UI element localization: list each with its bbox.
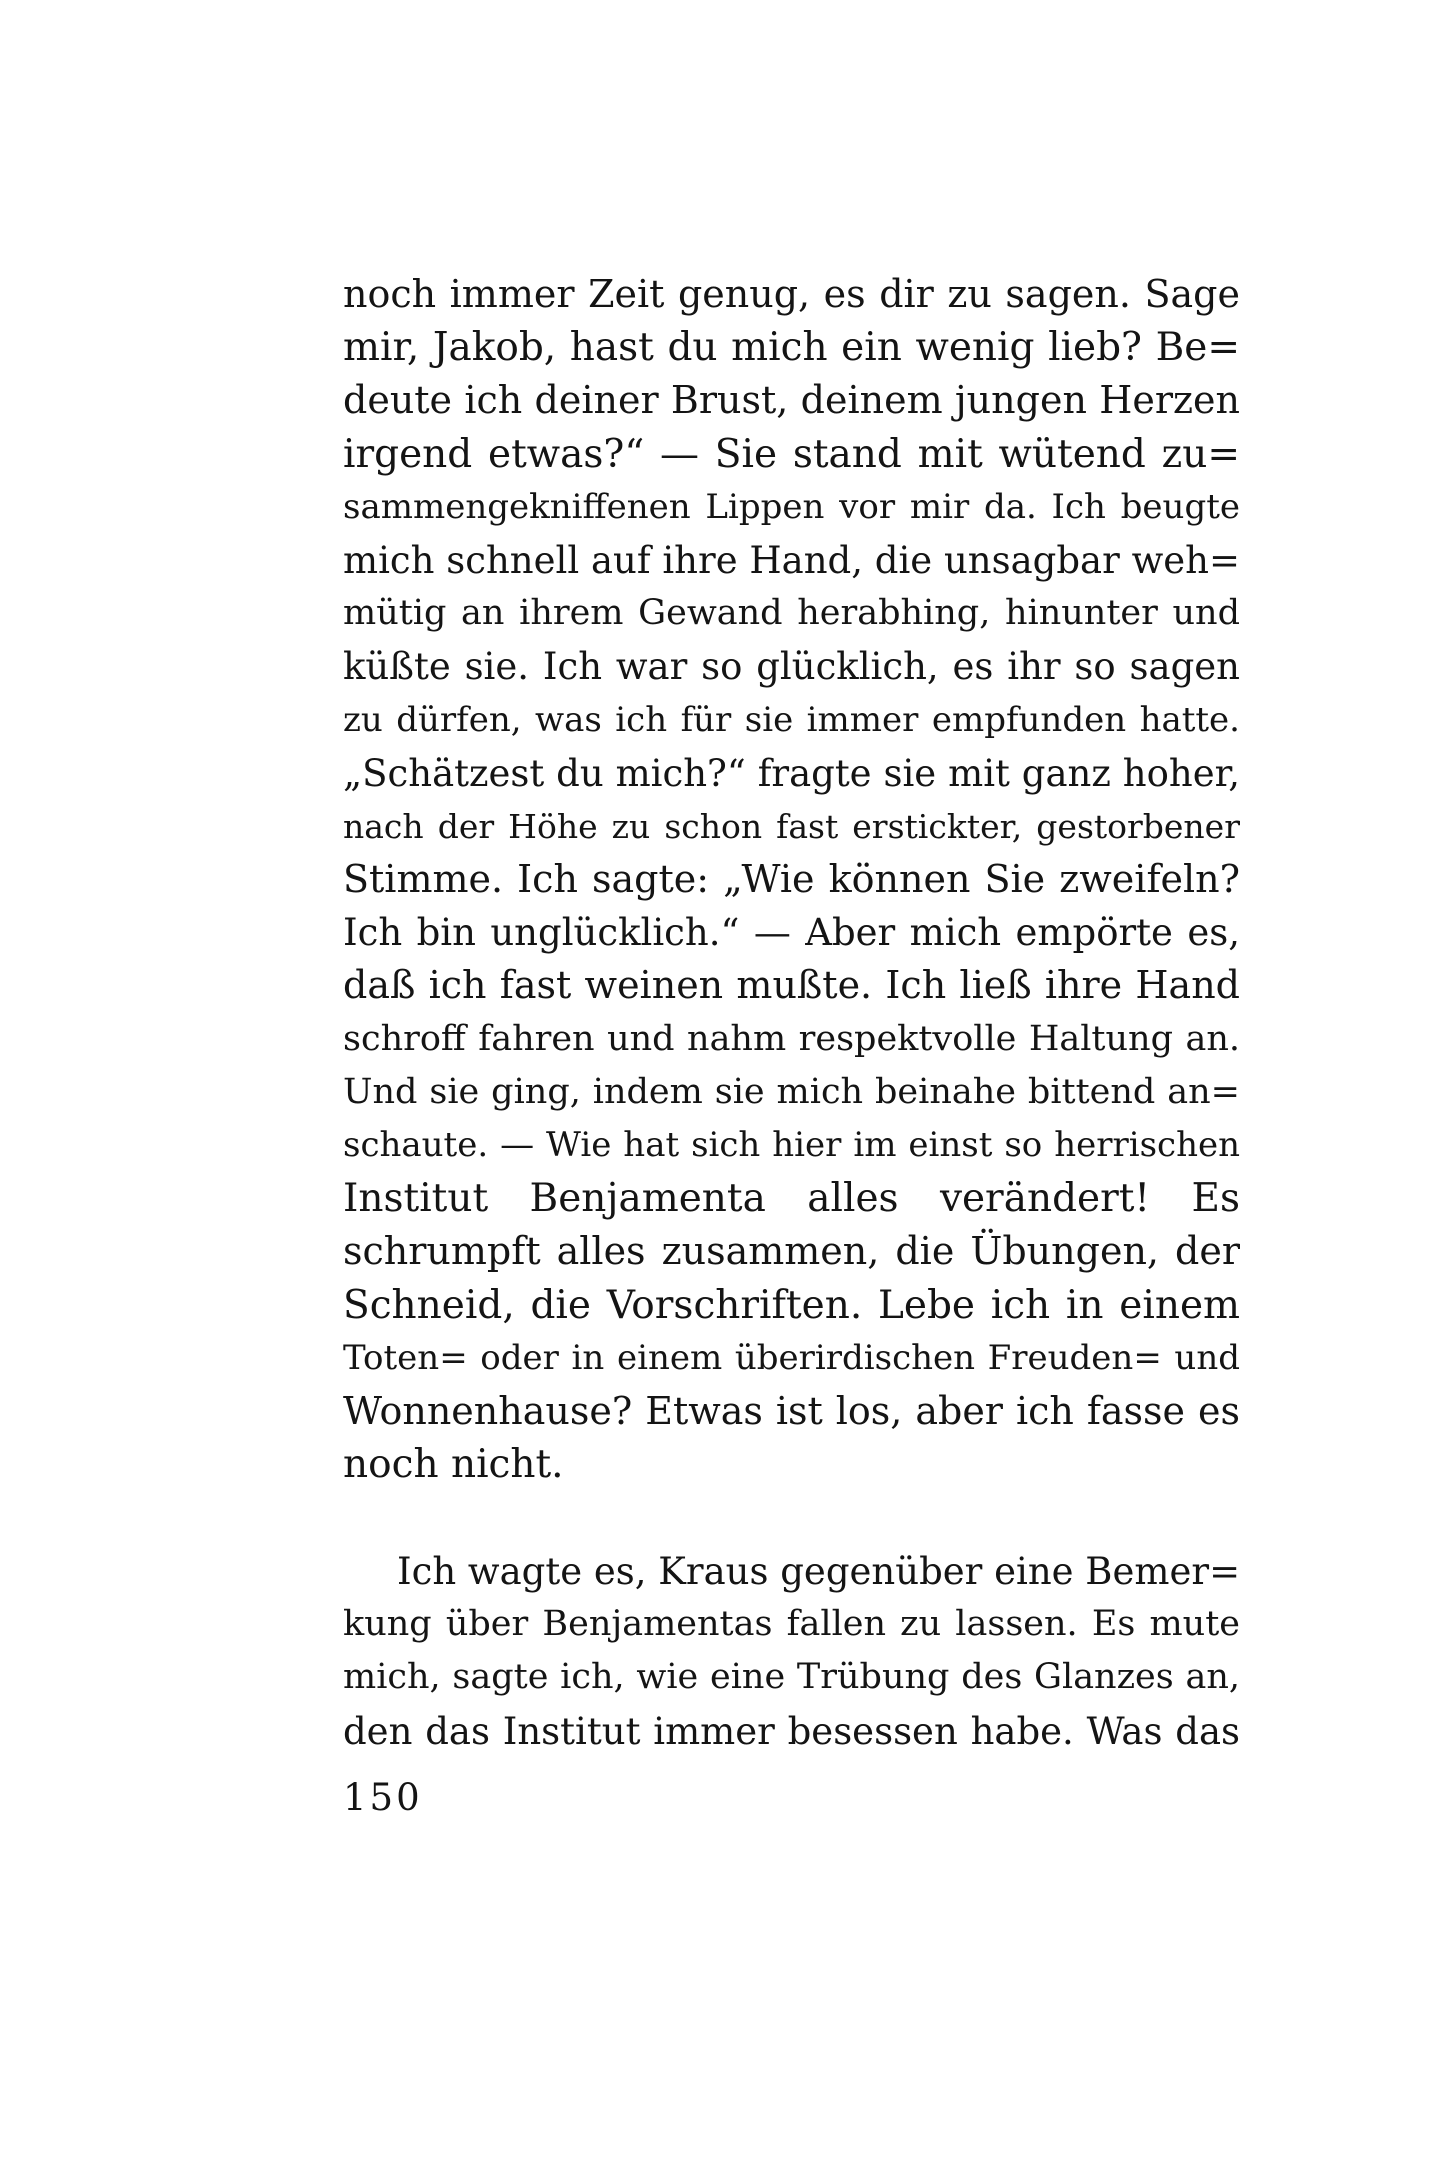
text-line: schroff fahren und nahm respektvolle Haltung an. <box>343 1018 1240 1059</box>
text-line: den das Institut immer besessen habe. Was das <box>343 1709 1240 1753</box>
text-line: daß ich fast weinen mußte. Ich ließ ihre Hand <box>343 963 1240 1008</box>
paragraph-1 <box>343 268 1240 1491</box>
text-line: Und sie ging, indem sie mich beinahe bittend an= <box>343 1071 1240 1112</box>
text-line: Wonnenhause? Etwas ist los, aber ich fasse es <box>343 1388 1240 1433</box>
text-line: mir, Jakob, hast du mich ein wenig lieb? Be= <box>343 325 1240 371</box>
text-line: irgend etwas?“ — Sie stand mit wütend zu= <box>343 431 1240 477</box>
text-line: Stimme. Ich sagte: „Wie können Sie zweifeln? <box>343 857 1240 902</box>
text-line: deute ich deiner Brust, deinem jungen Herzen <box>343 378 1240 423</box>
text-line: mich schnell auf ihre Hand, die unsagbar weh= <box>343 538 1240 582</box>
text-line: „Schätzest du mich?“ fragte sie mit ganz hoher, <box>343 751 1240 795</box>
text-line: Ich bin unglücklich.“ — Aber mich empörte es, <box>343 911 1240 955</box>
text-line: Ich wagte es, Kraus gegenüber eine Bemer= <box>397 1550 1240 1593</box>
text-line: nach der Höhe zu schon fast erstickter, gestorbener <box>343 806 1240 846</box>
text-line: mütig an ihrem Gewand herabhing, hinunter und <box>343 593 1240 634</box>
text-line: noch immer Zeit genug, es dir zu sagen. Sage <box>343 272 1240 316</box>
text-line: zu dürfen, was ich für sie immer empfunden hatte. <box>343 699 1240 740</box>
text-line: Schneid, die Vorschriften. Lebe ich in einem <box>343 1282 1240 1328</box>
text-line: kung über Benjamentas fallen zu lassen. Es mute <box>343 1604 1240 1645</box>
text-line: Institut Benjamenta alles verändert! Es <box>343 1176 1240 1222</box>
text-line: schaute. — Wie hat sich hier im einst so herrischen <box>343 1125 1240 1165</box>
text-line: sammengekniffenen Lippen vor mir da. Ich beugte <box>343 486 1240 527</box>
paragraph-2 <box>343 1545 1240 1758</box>
text-line: mich, sagte ich, wie eine Trübung des Glanzes an, <box>343 1657 1240 1698</box>
text-line: noch nicht. <box>343 1442 564 1488</box>
text-line: schrumpft alles zusammen, die Übungen, der <box>343 1229 1240 1274</box>
page-number: 150 <box>343 1776 423 1819</box>
text-line: Toten= oder in einem überirdischen Freuden= und <box>343 1337 1240 1378</box>
text-line: küßte sie. Ich war so glücklich, es ihr so sagen <box>343 645 1240 689</box>
